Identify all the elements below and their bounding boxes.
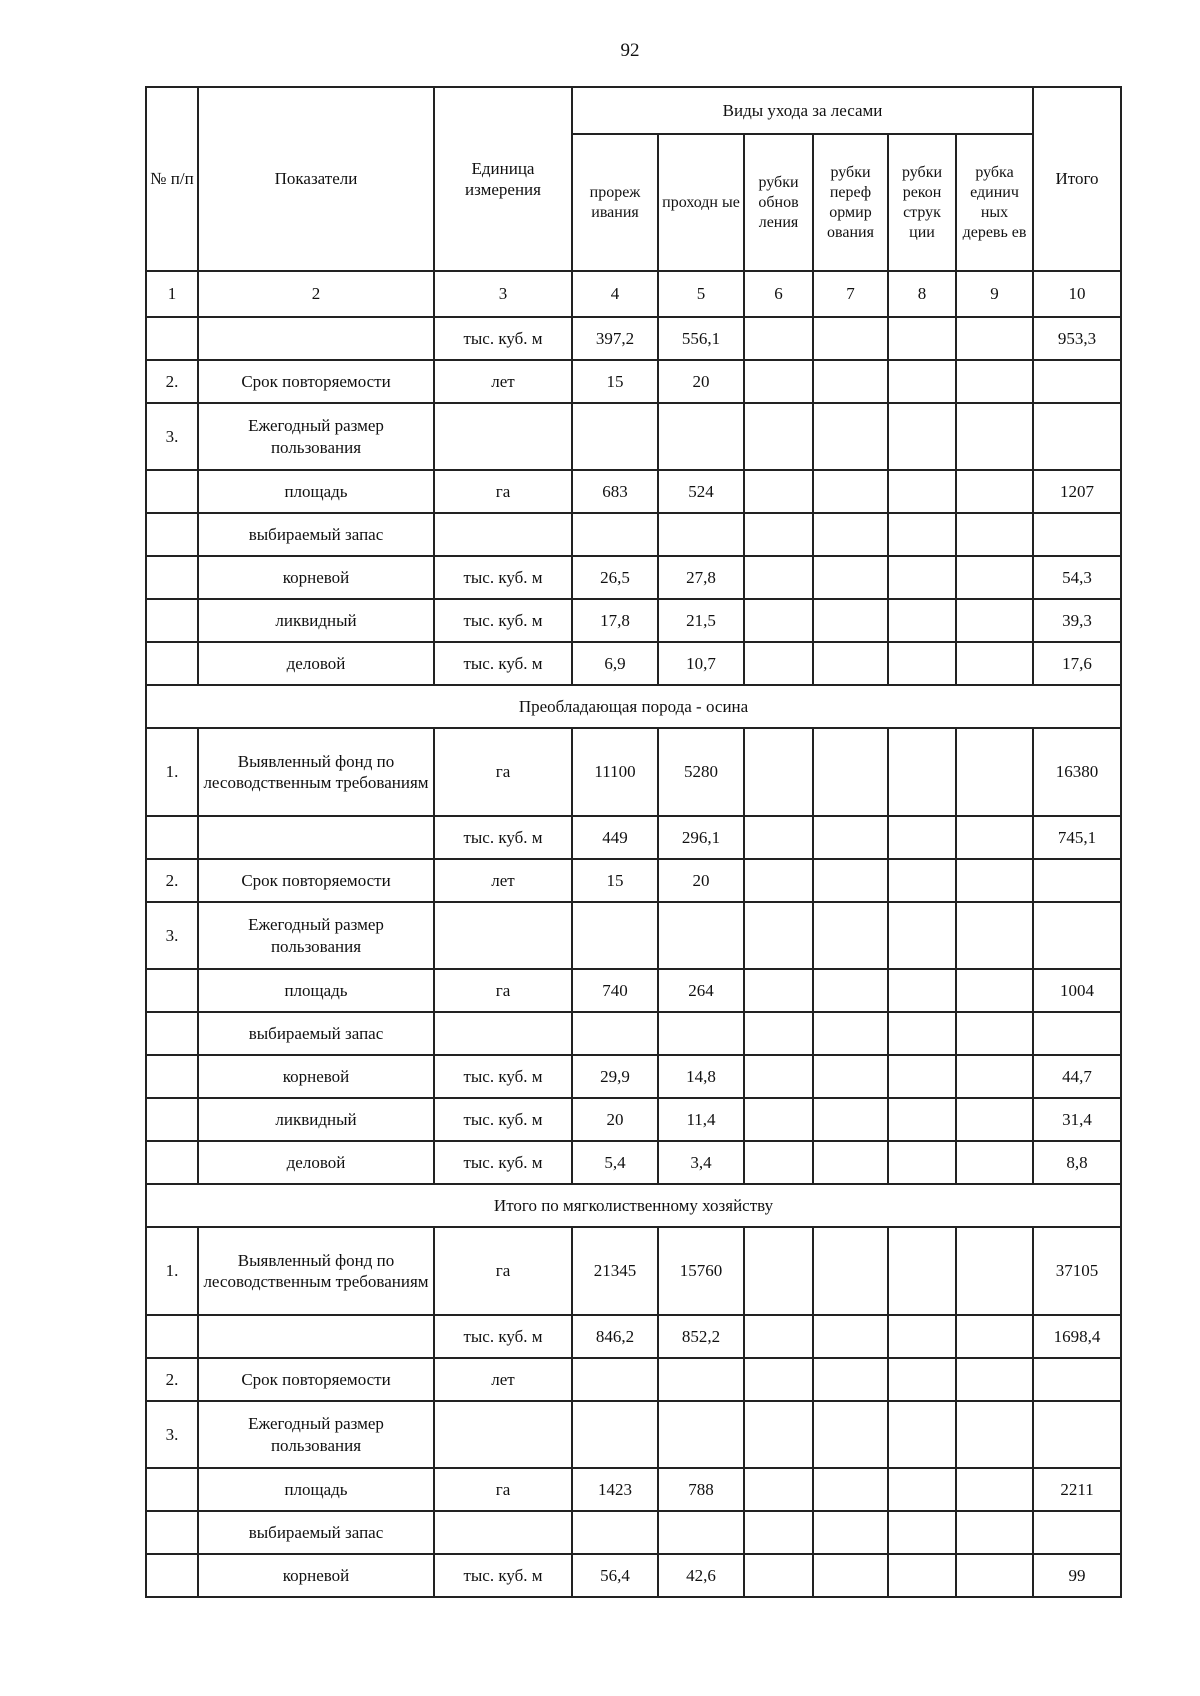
- row-indicator: Ежегодный размер пользования: [198, 403, 434, 470]
- cell-reformation: [813, 1401, 888, 1468]
- cell-thinning: 397,2: [572, 317, 658, 360]
- cell-renewal: [744, 816, 813, 859]
- row-unit: тыс. куб. м: [434, 1055, 572, 1098]
- table-row: [146, 403, 1121, 470]
- cell-renewal: [744, 728, 813, 816]
- table-row: [146, 513, 1121, 556]
- header-num: № п/п: [146, 87, 198, 271]
- cell-reformation: [813, 859, 888, 902]
- cell-reformation: [813, 556, 888, 599]
- row-total: 1698,4: [1033, 1315, 1121, 1358]
- row-num: [146, 816, 198, 859]
- cell-reconstruction: [888, 902, 956, 969]
- cell-passage: 27,8: [658, 556, 744, 599]
- header-unit: Единица измерения: [434, 87, 572, 271]
- table-row: [146, 1055, 1121, 1098]
- row-unit: тыс. куб. м: [434, 1141, 572, 1184]
- row-total: 99: [1033, 1554, 1121, 1597]
- table-row: [146, 556, 1121, 599]
- forest-care-table: [145, 86, 1122, 1598]
- table-row: [146, 969, 1121, 1012]
- row-indicator: выбираемый запас: [198, 513, 434, 556]
- cell-renewal: [744, 1358, 813, 1401]
- row-indicator: корневой: [198, 1554, 434, 1597]
- row-indicator: Ежегодный размер пользования: [198, 1401, 434, 1468]
- cell-renewal: [744, 513, 813, 556]
- cell-thinning: 26,5: [572, 556, 658, 599]
- row-num: [146, 599, 198, 642]
- header-group-title: Виды ухода за лесами: [572, 87, 1033, 134]
- cell-reformation: [813, 1055, 888, 1098]
- table-row: [146, 360, 1121, 403]
- cell-thinning: 11100: [572, 728, 658, 816]
- cell-passage: 264: [658, 969, 744, 1012]
- row-total: 1004: [1033, 969, 1121, 1012]
- row-unit: тыс. куб. м: [434, 556, 572, 599]
- row-unit: га: [434, 1468, 572, 1511]
- cell-reformation: [813, 1468, 888, 1511]
- row-num: [146, 1098, 198, 1141]
- section-title: Преобладающая порода - осина: [146, 685, 1121, 728]
- cell-single-trees: [956, 969, 1033, 1012]
- table-row: [146, 728, 1121, 816]
- row-unit: [434, 513, 572, 556]
- row-total: 17,6: [1033, 642, 1121, 685]
- row-num: [146, 1468, 198, 1511]
- cell-thinning: 846,2: [572, 1315, 658, 1358]
- cell-passage: [658, 1511, 744, 1554]
- row-unit: га: [434, 470, 572, 513]
- row-num: 3.: [146, 1401, 198, 1468]
- cell-single-trees: [956, 902, 1033, 969]
- column-number: 8: [888, 271, 956, 317]
- cell-reformation: [813, 470, 888, 513]
- cell-passage: [658, 403, 744, 470]
- cell-reformation: [813, 1012, 888, 1055]
- row-indicator: площадь: [198, 470, 434, 513]
- cell-thinning: [572, 1511, 658, 1554]
- cell-reformation: [813, 1141, 888, 1184]
- row-total: [1033, 1012, 1121, 1055]
- cell-reconstruction: [888, 513, 956, 556]
- row-total: 1207: [1033, 470, 1121, 513]
- table-row: [146, 1315, 1121, 1358]
- section-row: [146, 1184, 1121, 1227]
- cell-renewal: [744, 1315, 813, 1358]
- cell-renewal: [744, 1511, 813, 1554]
- cell-thinning: 21345: [572, 1227, 658, 1315]
- cell-renewal: [744, 1227, 813, 1315]
- section-row: [146, 685, 1121, 728]
- cell-reconstruction: [888, 317, 956, 360]
- cell-passage: 3,4: [658, 1141, 744, 1184]
- table-row: [146, 1511, 1121, 1554]
- cell-renewal: [744, 859, 813, 902]
- row-indicator: деловой: [198, 642, 434, 685]
- row-num: 2.: [146, 360, 198, 403]
- cell-reconstruction: [888, 1358, 956, 1401]
- row-num: [146, 317, 198, 360]
- row-indicator: корневой: [198, 556, 434, 599]
- cell-single-trees: [956, 317, 1033, 360]
- header-type-single-trees: рубка единич ных деревь ев: [956, 134, 1033, 271]
- cell-passage: 852,2: [658, 1315, 744, 1358]
- cell-single-trees: [956, 1401, 1033, 1468]
- cell-single-trees: [956, 599, 1033, 642]
- cell-passage: [658, 513, 744, 556]
- cell-reconstruction: [888, 1511, 956, 1554]
- cell-reconstruction: [888, 859, 956, 902]
- cell-reconstruction: [888, 1098, 956, 1141]
- column-number: 5: [658, 271, 744, 317]
- row-unit: тыс. куб. м: [434, 599, 572, 642]
- row-num: [146, 969, 198, 1012]
- row-num: [146, 1554, 198, 1597]
- cell-reconstruction: [888, 470, 956, 513]
- cell-single-trees: [956, 1012, 1033, 1055]
- cell-single-trees: [956, 1227, 1033, 1315]
- cell-thinning: [572, 1401, 658, 1468]
- row-total: 44,7: [1033, 1055, 1121, 1098]
- cell-single-trees: [956, 859, 1033, 902]
- cell-passage: 20: [658, 859, 744, 902]
- cell-reformation: [813, 599, 888, 642]
- table-row: [146, 599, 1121, 642]
- column-number: 4: [572, 271, 658, 317]
- column-number: 9: [956, 271, 1033, 317]
- cell-reformation: [813, 403, 888, 470]
- cell-renewal: [744, 556, 813, 599]
- cell-reformation: [813, 816, 888, 859]
- row-unit: га: [434, 969, 572, 1012]
- row-num: [146, 1511, 198, 1554]
- row-total: [1033, 403, 1121, 470]
- cell-renewal: [744, 1012, 813, 1055]
- cell-thinning: 56,4: [572, 1554, 658, 1597]
- cell-passage: 42,6: [658, 1554, 744, 1597]
- section-title: Итого по мягколиственному хозяйству: [146, 1184, 1121, 1227]
- cell-passage: [658, 1358, 744, 1401]
- cell-renewal: [744, 470, 813, 513]
- cell-reformation: [813, 1511, 888, 1554]
- row-unit: тыс. куб. м: [434, 317, 572, 360]
- row-total: 39,3: [1033, 599, 1121, 642]
- row-num: 3.: [146, 902, 198, 969]
- cell-passage: 524: [658, 470, 744, 513]
- row-indicator: площадь: [198, 969, 434, 1012]
- page-number: 92: [620, 40, 640, 61]
- cell-reformation: [813, 1554, 888, 1597]
- table-row: [146, 470, 1121, 513]
- cell-reconstruction: [888, 599, 956, 642]
- cell-reconstruction: [888, 816, 956, 859]
- row-unit: [434, 403, 572, 470]
- table-row: [146, 902, 1121, 969]
- row-num: [146, 556, 198, 599]
- row-unit: тыс. куб. м: [434, 1315, 572, 1358]
- cell-passage: 14,8: [658, 1055, 744, 1098]
- row-unit: тыс. куб. м: [434, 1554, 572, 1597]
- cell-reformation: [813, 728, 888, 816]
- row-total: 2211: [1033, 1468, 1121, 1511]
- cell-single-trees: [956, 513, 1033, 556]
- cell-reformation: [813, 1315, 888, 1358]
- table-row: [146, 1468, 1121, 1511]
- cell-reconstruction: [888, 1315, 956, 1358]
- row-total: 54,3: [1033, 556, 1121, 599]
- cell-thinning: 29,9: [572, 1055, 658, 1098]
- header-type-reconstruction: рубки рекон струк ции: [888, 134, 956, 271]
- table-row: [146, 1141, 1121, 1184]
- cell-renewal: [744, 1468, 813, 1511]
- cell-thinning: 1423: [572, 1468, 658, 1511]
- cell-passage: 5280: [658, 728, 744, 816]
- cell-thinning: 15: [572, 859, 658, 902]
- column-number: 6: [744, 271, 813, 317]
- cell-passage: [658, 902, 744, 969]
- row-total: [1033, 1358, 1121, 1401]
- row-unit: тыс. куб. м: [434, 816, 572, 859]
- cell-single-trees: [956, 728, 1033, 816]
- row-total: [1033, 360, 1121, 403]
- cell-reconstruction: [888, 642, 956, 685]
- cell-reconstruction: [888, 1227, 956, 1315]
- row-indicator: деловой: [198, 1141, 434, 1184]
- cell-reformation: [813, 642, 888, 685]
- row-indicator: ликвидный: [198, 599, 434, 642]
- table-row: [146, 1098, 1121, 1141]
- cell-single-trees: [956, 816, 1033, 859]
- cell-single-trees: [956, 556, 1033, 599]
- cell-renewal: [744, 360, 813, 403]
- cell-thinning: [572, 902, 658, 969]
- cell-single-trees: [956, 360, 1033, 403]
- row-unit: га: [434, 728, 572, 816]
- row-indicator: Срок повторяемости: [198, 1358, 434, 1401]
- row-indicator: Выявленный фонд по лесоводственным требованиям: [198, 1227, 434, 1315]
- row-num: 2.: [146, 1358, 198, 1401]
- row-indicator: выбираемый запас: [198, 1511, 434, 1554]
- row-indicator: Ежегодный размер пользования: [198, 902, 434, 969]
- row-indicator: [198, 816, 434, 859]
- cell-reformation: [813, 317, 888, 360]
- row-unit: [434, 1511, 572, 1554]
- cell-reformation: [813, 1358, 888, 1401]
- cell-thinning: [572, 1358, 658, 1401]
- cell-reconstruction: [888, 403, 956, 470]
- cell-thinning: [572, 1012, 658, 1055]
- cell-passage: 21,5: [658, 599, 744, 642]
- row-indicator: ликвидный: [198, 1098, 434, 1141]
- table-row: [146, 1358, 1121, 1401]
- row-total: [1033, 513, 1121, 556]
- row-indicator: площадь: [198, 1468, 434, 1511]
- cell-thinning: 17,8: [572, 599, 658, 642]
- cell-reconstruction: [888, 556, 956, 599]
- row-num: 2.: [146, 859, 198, 902]
- table-row: [146, 1401, 1121, 1468]
- table-row: [146, 642, 1121, 685]
- cell-thinning: [572, 403, 658, 470]
- row-total: [1033, 1401, 1121, 1468]
- cell-thinning: 683: [572, 470, 658, 513]
- cell-thinning: 6,9: [572, 642, 658, 685]
- table-row: [146, 1227, 1121, 1315]
- cell-thinning: [572, 513, 658, 556]
- row-indicator: [198, 317, 434, 360]
- row-total: 31,4: [1033, 1098, 1121, 1141]
- row-total: 8,8: [1033, 1141, 1121, 1184]
- row-total: [1033, 1511, 1121, 1554]
- cell-single-trees: [956, 403, 1033, 470]
- row-unit: лет: [434, 859, 572, 902]
- row-total: [1033, 859, 1121, 902]
- row-num: [146, 642, 198, 685]
- row-num: [146, 1012, 198, 1055]
- table-row: [146, 1554, 1121, 1597]
- cell-reconstruction: [888, 969, 956, 1012]
- row-unit: [434, 1012, 572, 1055]
- row-unit: [434, 1401, 572, 1468]
- cell-passage: 11,4: [658, 1098, 744, 1141]
- cell-single-trees: [956, 1055, 1033, 1098]
- row-unit: [434, 902, 572, 969]
- row-total: [1033, 902, 1121, 969]
- row-num: [146, 470, 198, 513]
- row-unit: тыс. куб. м: [434, 642, 572, 685]
- cell-single-trees: [956, 470, 1033, 513]
- cell-renewal: [744, 599, 813, 642]
- cell-renewal: [744, 1401, 813, 1468]
- cell-reformation: [813, 969, 888, 1012]
- header-row: [146, 87, 1121, 134]
- header-type-renewal: рубки обнов ления: [744, 134, 813, 271]
- cell-renewal: [744, 1141, 813, 1184]
- column-number: 10: [1033, 271, 1121, 317]
- cell-thinning: 449: [572, 816, 658, 859]
- row-indicator: Срок повторяемости: [198, 360, 434, 403]
- cell-single-trees: [956, 1315, 1033, 1358]
- table-row: [146, 816, 1121, 859]
- row-num: 1.: [146, 728, 198, 816]
- row-num: [146, 1055, 198, 1098]
- row-indicator: корневой: [198, 1055, 434, 1098]
- cell-reconstruction: [888, 1468, 956, 1511]
- table-row: [146, 1012, 1121, 1055]
- column-numbering-row: [146, 271, 1121, 317]
- row-indicator: [198, 1315, 434, 1358]
- row-num: [146, 1141, 198, 1184]
- row-total: 953,3: [1033, 317, 1121, 360]
- cell-renewal: [744, 1098, 813, 1141]
- header-indicator: Показатели: [198, 87, 434, 271]
- row-unit: га: [434, 1227, 572, 1315]
- cell-reformation: [813, 902, 888, 969]
- cell-passage: 556,1: [658, 317, 744, 360]
- cell-single-trees: [956, 642, 1033, 685]
- row-total: 16380: [1033, 728, 1121, 816]
- cell-thinning: 5,4: [572, 1141, 658, 1184]
- cell-reformation: [813, 513, 888, 556]
- row-indicator: Срок повторяемости: [198, 859, 434, 902]
- cell-renewal: [744, 1554, 813, 1597]
- cell-renewal: [744, 969, 813, 1012]
- row-unit: лет: [434, 360, 572, 403]
- cell-passage: 788: [658, 1468, 744, 1511]
- cell-renewal: [744, 902, 813, 969]
- cell-single-trees: [956, 1554, 1033, 1597]
- header-type-reformation: рубки переф ормир ования: [813, 134, 888, 271]
- cell-reformation: [813, 1098, 888, 1141]
- cell-passage: [658, 1012, 744, 1055]
- cell-reconstruction: [888, 1554, 956, 1597]
- cell-renewal: [744, 642, 813, 685]
- header-type-passage: проходн ые: [658, 134, 744, 271]
- cell-single-trees: [956, 1098, 1033, 1141]
- row-indicator: выбираемый запас: [198, 1012, 434, 1055]
- cell-thinning: 20: [572, 1098, 658, 1141]
- row-total: 745,1: [1033, 816, 1121, 859]
- cell-passage: 20: [658, 360, 744, 403]
- table-row: [146, 859, 1121, 902]
- cell-passage: 15760: [658, 1227, 744, 1315]
- cell-reconstruction: [888, 360, 956, 403]
- cell-thinning: 15: [572, 360, 658, 403]
- row-num: 3.: [146, 403, 198, 470]
- table-row: [146, 317, 1121, 360]
- row-num: 1.: [146, 1227, 198, 1315]
- column-number: 7: [813, 271, 888, 317]
- cell-renewal: [744, 403, 813, 470]
- cell-single-trees: [956, 1511, 1033, 1554]
- row-unit: лет: [434, 1358, 572, 1401]
- row-num: [146, 1315, 198, 1358]
- row-indicator: Выявленный фонд по лесоводственным требованиям: [198, 728, 434, 816]
- header-total: Итого: [1033, 87, 1121, 271]
- cell-passage: 10,7: [658, 642, 744, 685]
- cell-single-trees: [956, 1141, 1033, 1184]
- cell-reformation: [813, 1227, 888, 1315]
- row-unit: тыс. куб. м: [434, 1098, 572, 1141]
- row-total: 37105: [1033, 1227, 1121, 1315]
- cell-reconstruction: [888, 1401, 956, 1468]
- column-number: 2: [198, 271, 434, 317]
- cell-renewal: [744, 1055, 813, 1098]
- column-number: 3: [434, 271, 572, 317]
- cell-passage: [658, 1401, 744, 1468]
- header-type-thinning: прореж ивания: [572, 134, 658, 271]
- cell-passage: 296,1: [658, 816, 744, 859]
- cell-reconstruction: [888, 1055, 956, 1098]
- cell-renewal: [744, 317, 813, 360]
- cell-reconstruction: [888, 1012, 956, 1055]
- cell-single-trees: [956, 1468, 1033, 1511]
- cell-thinning: 740: [572, 969, 658, 1012]
- cell-reconstruction: [888, 728, 956, 816]
- row-num: [146, 513, 198, 556]
- column-number: 1: [146, 271, 198, 317]
- cell-reconstruction: [888, 1141, 956, 1184]
- cell-single-trees: [956, 1358, 1033, 1401]
- cell-reformation: [813, 360, 888, 403]
